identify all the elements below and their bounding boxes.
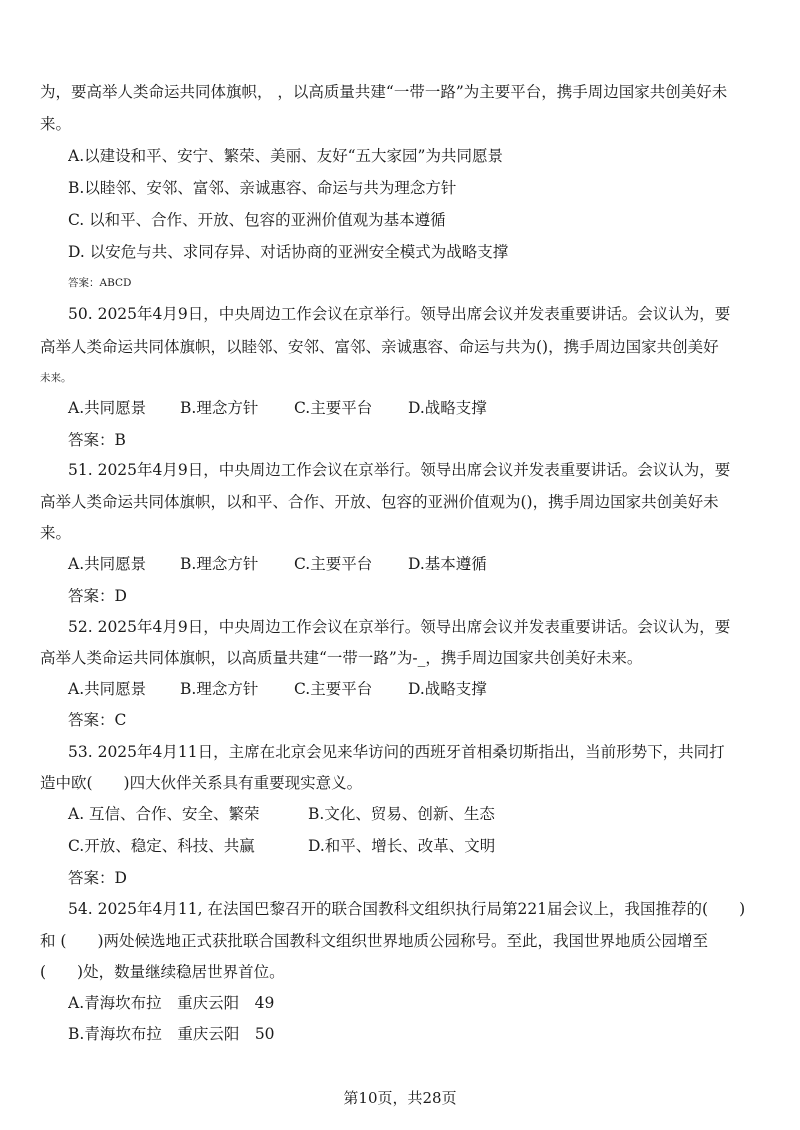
q53-options-row-2 <box>40 834 765 858</box>
q53-option-d: D.和平、增长、改革、文明 <box>308 837 496 855</box>
q53-stem-line-2: 造中欧( )四大伙伴关系具有重要现实意义。 <box>40 774 363 792</box>
q54-option-a: A.青海坎布拉 重庆云阳 49 <box>68 994 275 1012</box>
q51-option-b: B.理念方针 <box>180 555 259 573</box>
q52-stem-line-2: 高举人类命运共同体旗帜，以高质量共建“一带一路”为-_，携手周边国家共创美好未来。 <box>40 649 643 667</box>
q50-stem-line-3: 未来。 <box>40 372 72 384</box>
q50-stem-line-2: 高举人类命运共同体旗帜，以睦邻、安邻、富邻、亲诚惠容、命运与共为()，携手周边国家共创美好 <box>40 338 719 356</box>
q49-option-c: C. 以和平、合作、开放、包容的亚洲价值观为基本遵循 <box>68 211 446 229</box>
q51-option-d: D.基本遵循 <box>408 555 487 573</box>
q54-option-b: B.青海坎布拉 重庆云阳 50 <box>68 1025 275 1043</box>
q53-option-a: A. 互信、合作、安全、繁荣 <box>68 805 260 823</box>
q49-option-a: A.以建设和平、安宁、繁荣、美丽、友好“五大家园”为共同愿景 <box>68 147 503 165</box>
q51-answer: 答案：D <box>68 587 127 605</box>
q50-option-d: D.战略支撑 <box>408 399 487 417</box>
q49-option-b: B.以睦邻、安邻、富邻、亲诚惠容、命运与共为理念方针 <box>68 179 457 197</box>
q52-option-c: C.主要平台 <box>294 680 373 698</box>
q53-answer: 答案：D <box>68 869 127 887</box>
q51-options-row <box>40 552 765 576</box>
q51-stem-line-3: 来。 <box>40 524 72 542</box>
q50-option-c: C.主要平台 <box>294 399 373 417</box>
q53-option-b: B.文化、贸易、创新、生态 <box>308 805 495 823</box>
q52-option-a: A.共同愿景 <box>68 680 147 698</box>
q51-option-a: A.共同愿景 <box>68 555 147 573</box>
q54-stem-line-2: 和 ( )两处候选地正式获批联合国教科文组织世界地质公园称号。至此，我国世界地质公园增至 <box>40 932 709 950</box>
q49-option-d: D. 以安危与共、求同存异、对话协商的亚洲安全模式为战略支撑 <box>68 243 509 261</box>
q52-answer: 答案：C <box>68 711 127 729</box>
q51-option-c: C.主要平台 <box>294 555 373 573</box>
q50-option-a: A.共同愿景 <box>68 399 147 417</box>
q53-options-row-1 <box>40 802 765 826</box>
q52-options-row <box>40 677 765 701</box>
q50-stem-line-1: 50. 2025年4月9日，中央周边工作会议在京举行。领导出席会议并发表重要讲话。会议认为，要 <box>68 305 731 323</box>
q52-option-d: D.战略支撑 <box>408 680 487 698</box>
q54-stem-line-1: 54. 2025年4月11, 在法国巴黎召开的联合国教科文组织执行局第221届会议上，我国推荐的( ) <box>68 900 746 918</box>
q49-stem-line-2: 来。 <box>40 115 72 133</box>
q50-options-row <box>40 396 765 420</box>
q52-option-b: B.理念方针 <box>180 680 259 698</box>
q53-stem-line-1: 53. 2025年4月11日，主席在北京会见来华访问的西班牙首相桑切斯指出，当前形势下，共同打 <box>68 743 725 761</box>
q51-stem-line-2: 高举人类命运共同体旗帜，以和平、合作、开放、包容的亚洲价值观为()，携手周边国家共创美好未 <box>40 493 719 511</box>
q50-option-b: B.理念方针 <box>180 399 259 417</box>
q53-option-c: C.开放、稳定、科技、共赢 <box>68 837 255 855</box>
q50-answer: 答案：B <box>68 431 126 449</box>
q51-stem-line-1: 51. 2025年4月9日，中央周边工作会议在京举行。领导出席会议并发表重要讲话。会议认为，要 <box>68 461 731 479</box>
q52-stem-line-1: 52. 2025年4月9日，中央周边工作会议在京举行。领导出席会议并发表重要讲话。会议认为，要 <box>68 618 731 636</box>
q54-stem-line-3: ( )处，数量继续稳居世界首位。 <box>40 963 285 981</box>
q49-stem-line-1: 为，要高举人类命运共同体旗帜， ，以高质量共建“一带一路”为主要平台，携手周边国家共创美好未 <box>40 83 728 101</box>
page-number-footer: 第10页，共28页 <box>343 1089 457 1107</box>
q49-answer: 答案：ABCD <box>68 277 132 289</box>
